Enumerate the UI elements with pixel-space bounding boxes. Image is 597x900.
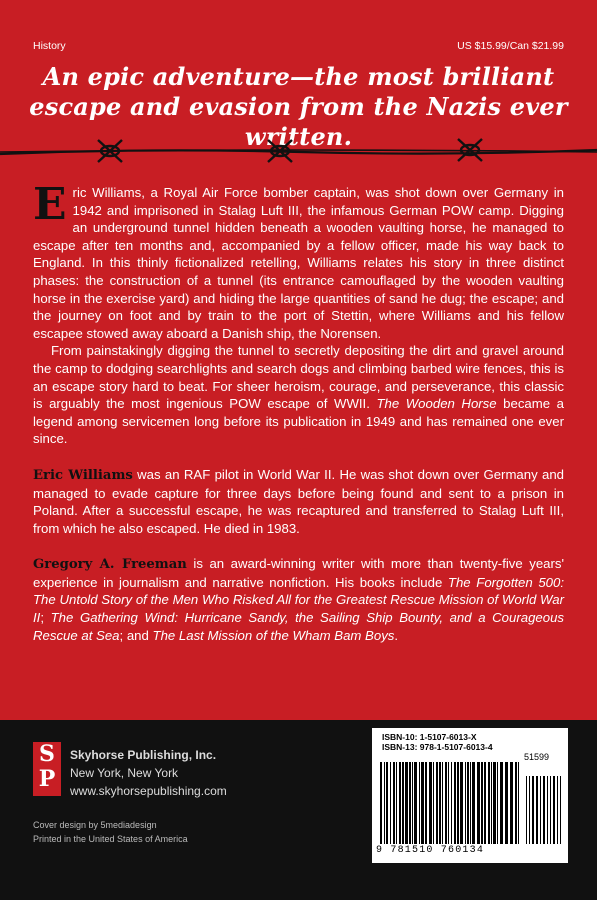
barcode-stripe <box>488 762 490 844</box>
barcode-stripe <box>529 776 530 844</box>
barcode-stripe <box>493 762 496 844</box>
price-code: 51599 <box>524 752 550 762</box>
barcode-stripe <box>510 762 513 844</box>
barcode-stripe <box>433 762 434 844</box>
barcode-stripe <box>484 762 486 844</box>
barcode-stripe <box>540 776 541 844</box>
header-bar <box>33 40 564 52</box>
isbn-13: ISBN-13: 978-1-5107-6013-4 <box>382 742 493 752</box>
category-label: History <box>33 40 66 52</box>
barcode-stripe <box>399 762 401 844</box>
barcode-stripe <box>472 762 475 844</box>
barcode-bars <box>380 762 562 844</box>
barcode-stripe <box>532 776 534 844</box>
barcode-stripe <box>409 762 411 844</box>
barcode-stripe <box>436 762 438 844</box>
barcode-stripe <box>412 762 413 844</box>
barcode-stripe <box>442 762 443 844</box>
description-paragraph-1: Eric Williams, a Royal Air Force bomber captain, was shot down over Germany in 1942 and imprisoned in Stalag Luft III, the infamous German POW camp. Digging an underground tunnel hidden beneath a wooden vaulting horse, he managed to escape after ten months and, accompanied by a fellow officer, made his way back to England. In this thinly fictionalized retelling, Williams relates his story in three distinct phases: the construction of a tunnel (its entrance camouflaged by the wooden vaulting horse in the exercise yard) and hiding the large quantities of sand he dug; the escape; and the journey on foot and by train to the port of Stettin, where Williams and his fellow escapee stowed away aboard a Danish ship, the Norensen. <box>33 179 564 341</box>
barcode-stripe <box>550 776 551 844</box>
credits <box>33 818 188 846</box>
barcode-stripe <box>467 762 469 844</box>
publisher-logo: S P <box>33 742 61 796</box>
barcode-stripe <box>457 762 459 844</box>
barbed-wire-icon <box>0 128 597 172</box>
barcode-stripe <box>445 762 447 844</box>
print-credit: Printed in the United States of America <box>33 834 188 844</box>
tagline: An epic adventure—the most brilliant escape and evasion from the Nazis ever written. <box>29 62 568 151</box>
barcode-stripe <box>557 776 558 844</box>
barcode <box>372 728 568 863</box>
barcode-stripe <box>505 762 508 844</box>
barcode-stripe <box>497 762 498 844</box>
coauthor-bio: Gregory A. Freeman is an award-winning writer with more than twenty-five years' experience in journalism and narrative nonfiction. His books include The Forgotten 500: The Untold Story of the Men Who Risked All for the Greatest Rescue Mission of World War II; The Gathering Wind: Hurricane Sandy, the Sailing Ship Bounty, and a Courageous Rescue at Sea; and The Last Mission of the Wham Bam Boys. <box>33 556 565 643</box>
publisher-name: Skyhorse Publishing, Inc. <box>70 748 217 762</box>
barcode-stripe <box>439 762 441 844</box>
barcode-stripe <box>393 762 395 844</box>
isbn-10: ISBN-10: 1-5107-6013-X <box>382 732 477 742</box>
barcode-stripe <box>421 762 424 844</box>
barcode-stripe <box>419 762 420 844</box>
barcode-stripe <box>454 762 456 844</box>
barcode-stripe <box>402 762 404 844</box>
barcode-stripe <box>481 762 483 844</box>
barcode-stripe <box>465 762 466 844</box>
barcode-stripe <box>470 762 471 844</box>
barcode-stripe <box>536 776 538 844</box>
barcode-stripe <box>390 762 391 844</box>
barcode-stripe <box>380 762 382 844</box>
barcode-stripe <box>477 762 480 844</box>
barcode-stripe <box>396 762 397 844</box>
barcode-stripe <box>425 762 427 844</box>
barcode-stripe <box>553 776 555 844</box>
barcode-stripe <box>405 762 408 844</box>
barcode-stripe <box>384 762 385 844</box>
barcode-stripe <box>543 776 545 844</box>
barcode-stripe <box>386 762 388 844</box>
barcode-stripe <box>451 762 452 844</box>
barcode-stripe <box>429 762 432 844</box>
book-title: The Wooden Horse <box>376 396 497 412</box>
coauthor-name: Gregory A. Freeman <box>33 557 187 573</box>
publisher-city: New York, New York <box>70 766 179 780</box>
description-paragraph-2: From painstakingly digging the tunnel to secretly depositing the dirt and gravel around the camp to dodging searchlights and search dogs and climbing barbed wire fences, this is an escape story hard to beat. For sheer heroism, courage, and perseverance, this classic is arguably the most ingenious POW escape of WWII. The Wooden Horse became a legend among servicemen long before its publication in 1949 and has remained one ever since. <box>33 343 564 447</box>
drop-cap: E <box>33 179 67 230</box>
description <box>33 179 565 644</box>
barcode-stripe <box>448 762 449 844</box>
price-label: US $15.99/Can $21.99 <box>457 40 564 52</box>
barcode-digits: 9 781510 760134 <box>376 845 485 856</box>
author-name: Eric Williams <box>33 467 133 483</box>
author-bio: Eric Williams was an RAF pilot in World War II. He was shot down over Germany and managed to evade capture for three days before being found and sent to a prison in Poland. After a successful escape, he was recaptured and transferred to Stalag Luft III, from which he also escaped. He died in 1983. <box>33 466 565 536</box>
barcode-stripe <box>547 776 548 844</box>
barcode-stripe <box>526 776 527 844</box>
publisher-info <box>70 746 227 800</box>
barcode-stripe <box>491 762 492 844</box>
barcode-stripe <box>460 762 463 844</box>
barcode-stripe <box>515 762 517 844</box>
barcode-stripe <box>414 762 417 844</box>
publisher-website[interactable]: www.skyhorsepublishing.com <box>70 784 227 798</box>
barcode-stripe <box>518 762 519 844</box>
cover-credit: Cover design by 5mediadesign <box>33 820 157 830</box>
footer-panel <box>0 720 597 900</box>
barcode-stripe <box>500 762 503 844</box>
barcode-stripe <box>560 776 561 844</box>
